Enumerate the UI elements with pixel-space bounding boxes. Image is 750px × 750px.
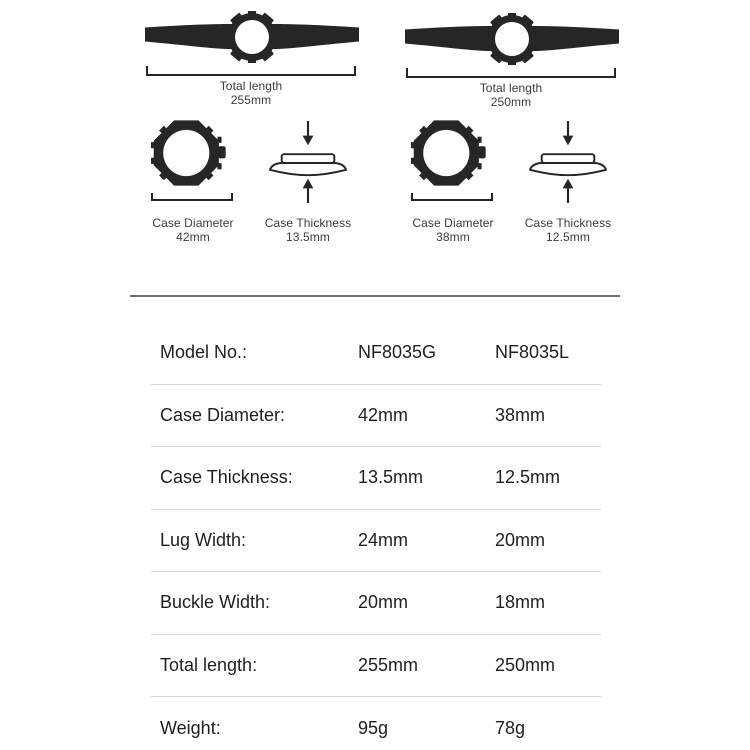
watch-case-front-icon <box>151 119 227 187</box>
watch-case-side-profile-icon <box>269 119 347 205</box>
case-diameter-label: Case Diameter <box>412 216 494 230</box>
table-row-weight <box>151 697 601 750</box>
row-value-nf8035l: 20mm <box>495 529 546 550</box>
case-thickness-caption <box>498 217 638 244</box>
row-value-nf8035l: 250mm <box>495 654 556 675</box>
case-thickness-label: Case Thickness <box>264 216 352 230</box>
table-row-total-length <box>151 635 601 698</box>
spec-table <box>151 297 601 750</box>
watch-band-top-view-icon <box>404 13 620 65</box>
total-length-label: Total length <box>219 79 283 93</box>
row-value-nf8035l: 12.5mm <box>495 467 561 488</box>
row-value-nf8035l: 38mm <box>495 404 546 425</box>
row-value-nf8035g: 255mm <box>358 654 419 675</box>
spec-table-spacer <box>151 297 601 322</box>
table-row-buckle-width <box>151 572 601 635</box>
table-row-model-no <box>151 322 601 385</box>
row-label: Total length: <box>160 654 258 675</box>
case-diameter-value: 42mm <box>176 229 210 244</box>
row-label: Model No.: <box>160 342 248 363</box>
case-thickness-value: 12.5mm <box>546 229 590 244</box>
table-row-lug-width <box>151 510 601 573</box>
row-value-nf8035g: 20mm <box>358 592 409 613</box>
total-length-caption <box>441 82 581 109</box>
row-value-nf8035g: 95g <box>358 717 389 738</box>
case-diameter-label: Case Diameter <box>152 216 234 230</box>
case-thickness-label: Case Thickness <box>524 216 612 230</box>
case-thickness-value: 13.5mm <box>286 229 330 244</box>
case-diameter-value: 38mm <box>436 229 470 244</box>
row-label: Case Thickness: <box>160 467 293 488</box>
total-length-caption <box>181 80 321 107</box>
table-row-case-diameter <box>151 385 601 448</box>
total-length-bracket <box>146 66 356 76</box>
row-value-nf8035g: 24mm <box>358 529 409 550</box>
total-length-label: Total length <box>479 81 543 95</box>
table-row-case-thickness <box>151 447 601 510</box>
total-length-value: 250mm <box>490 94 532 109</box>
watch-case-side-profile-icon <box>529 119 607 205</box>
row-label: Lug Width: <box>160 529 247 550</box>
case-diameter-bracket <box>151 193 233 201</box>
watch-case-front-icon <box>411 119 487 187</box>
row-label: Buckle Width: <box>160 592 271 613</box>
row-value-nf8035g: 13.5mm <box>358 467 424 488</box>
case-diameter-bracket <box>411 193 493 201</box>
total-length-bracket <box>406 68 616 78</box>
row-value-nf8035l: 18mm <box>495 592 546 613</box>
row-value-nf8035l: NF8035L <box>495 342 570 363</box>
row-value-nf8035g: NF8035G <box>358 342 437 363</box>
row-value-nf8035g: 42mm <box>358 404 409 425</box>
watch-band-top-view-icon <box>144 11 360 63</box>
row-label: Case Diameter: <box>160 404 286 425</box>
case-thickness-caption <box>238 217 378 244</box>
row-label: Weight: <box>160 717 221 738</box>
total-length-value: 255mm <box>230 92 272 107</box>
row-value-nf8035l: 78g <box>495 717 526 738</box>
